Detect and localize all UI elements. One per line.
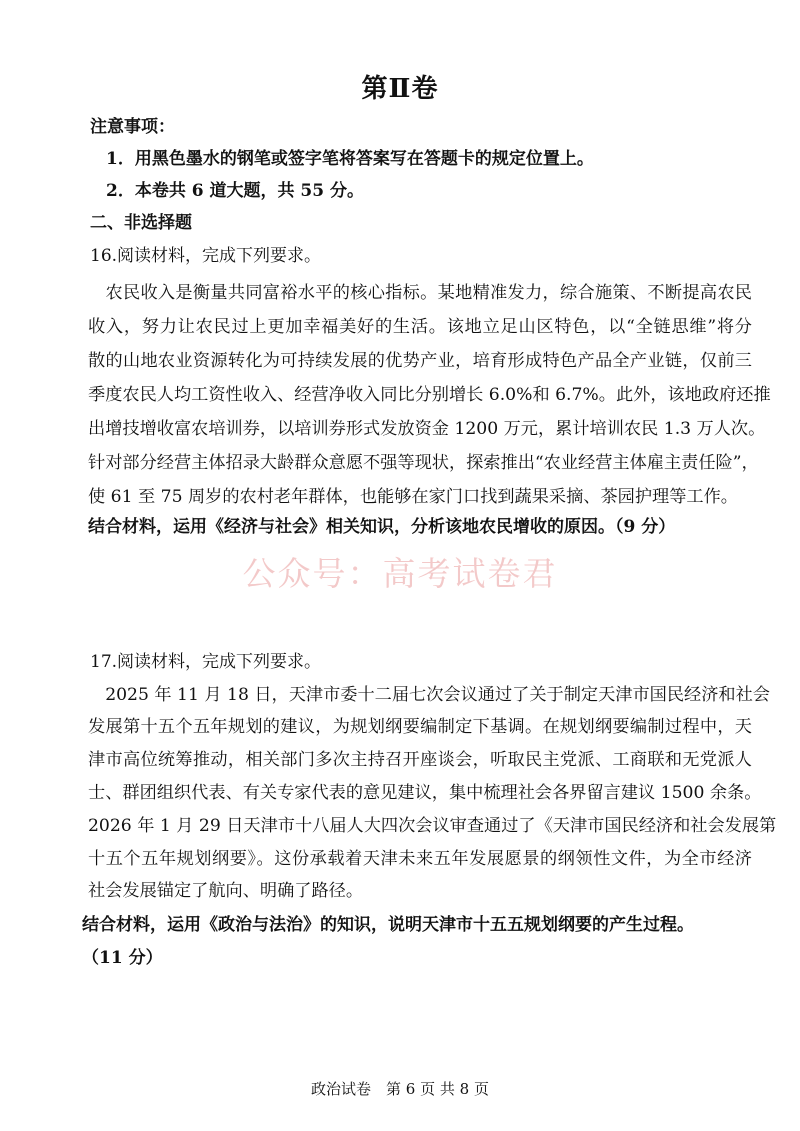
watermark: 公众号：高考试卷君	[242, 554, 558, 593]
q16-material-line: 散的山地农业资源转化为可持续发展的优势产业，培育形成特色产品全产业链，仅前三	[88, 351, 752, 371]
page-footer: 政治试卷 第 6 页 共 8 页	[311, 1080, 489, 1098]
notice-item-2: 2．本卷共 6 道大题，共 55 分。	[106, 181, 364, 201]
q17-material-line: 2025 年 11 月 18 日，天津市委十二届七次会议通过了关于制定天津市国民经济和社会	[88, 685, 770, 705]
q16-material-line: 农民收入是衡量共同富裕水平的核心指标。某地精准发力，综合施策、不断提高农民	[88, 283, 752, 303]
q17-material-line: 发展第十五个五年规划的建议，为规划纲要编制定下基调。在规划纲要编制过程中，天	[88, 717, 752, 737]
q17-material-line: 津市高位统筹推动，相关部门多次主持召开座谈会，听取民主党派、工商联和无党派人	[88, 750, 752, 770]
q17-score: （11 分）	[82, 948, 163, 968]
q17-material-line: 社会发展锚定了航向、明确了路径。	[88, 881, 364, 901]
q16-material-line: 使 61 至 75 周岁的农村老年群体，也能够在家门口找到蔬果采摘、茶园护理等工作。	[88, 487, 738, 507]
section-heading: 二、非选择题	[90, 213, 192, 233]
q17-material-line: 十五个五年规划纲要》。这份承载着天津未来五年发展愿景的纲领性文件，为全市经济	[88, 849, 752, 869]
notice-heading: 注意事项：	[90, 117, 175, 137]
q16-material-line: 出增技增收富农培训券，以培训券形式发放资金 1200 万元，累计培训农民 1.3 万人次。	[88, 419, 766, 439]
q17-task: 结合材料，运用《政治与法治》的知识，说明天津市十五五规划纲要的产生过程。	[82, 915, 694, 935]
q17-material-line: 2026 年 1 月 29 日天津市十八届人大四次会议审查通过了《天津市国民经济和社会发展第	[88, 816, 777, 836]
q16-material-line: 针对部分经营主体招录大龄群众意愿不强等现状，探索推出“农业经营主体雇主责任险”，	[88, 453, 759, 473]
q16-stem: 16.阅读材料，完成下列要求。	[90, 246, 322, 266]
q17-stem: 17.阅读材料，完成下列要求。	[90, 652, 322, 672]
q16-material-line: 收入，努力让农民过上更加幸福美好的生活。该地立足山区特色，以“全链思维”将分	[88, 317, 752, 337]
page-title: 第Ⅱ卷	[361, 74, 439, 104]
q16-material-line: 季度农民人均工资性收入、经营净收入同比分别增长 6.0%和 6.7%。此外，该地政府还推	[88, 385, 771, 405]
notice-item-1: 1．用黑色墨水的钢笔或签字笔将答案写在答题卡的规定位置上。	[106, 149, 594, 169]
q16-task: 结合材料，运用《经济与社会》相关知识，分析该地农民增收的原因。（9 分）	[88, 517, 676, 537]
q17-material-line: 士、群团组织代表、有关专家代表的意见建议，集中梳理社会各界留言建议 1500 余条。	[88, 783, 762, 803]
